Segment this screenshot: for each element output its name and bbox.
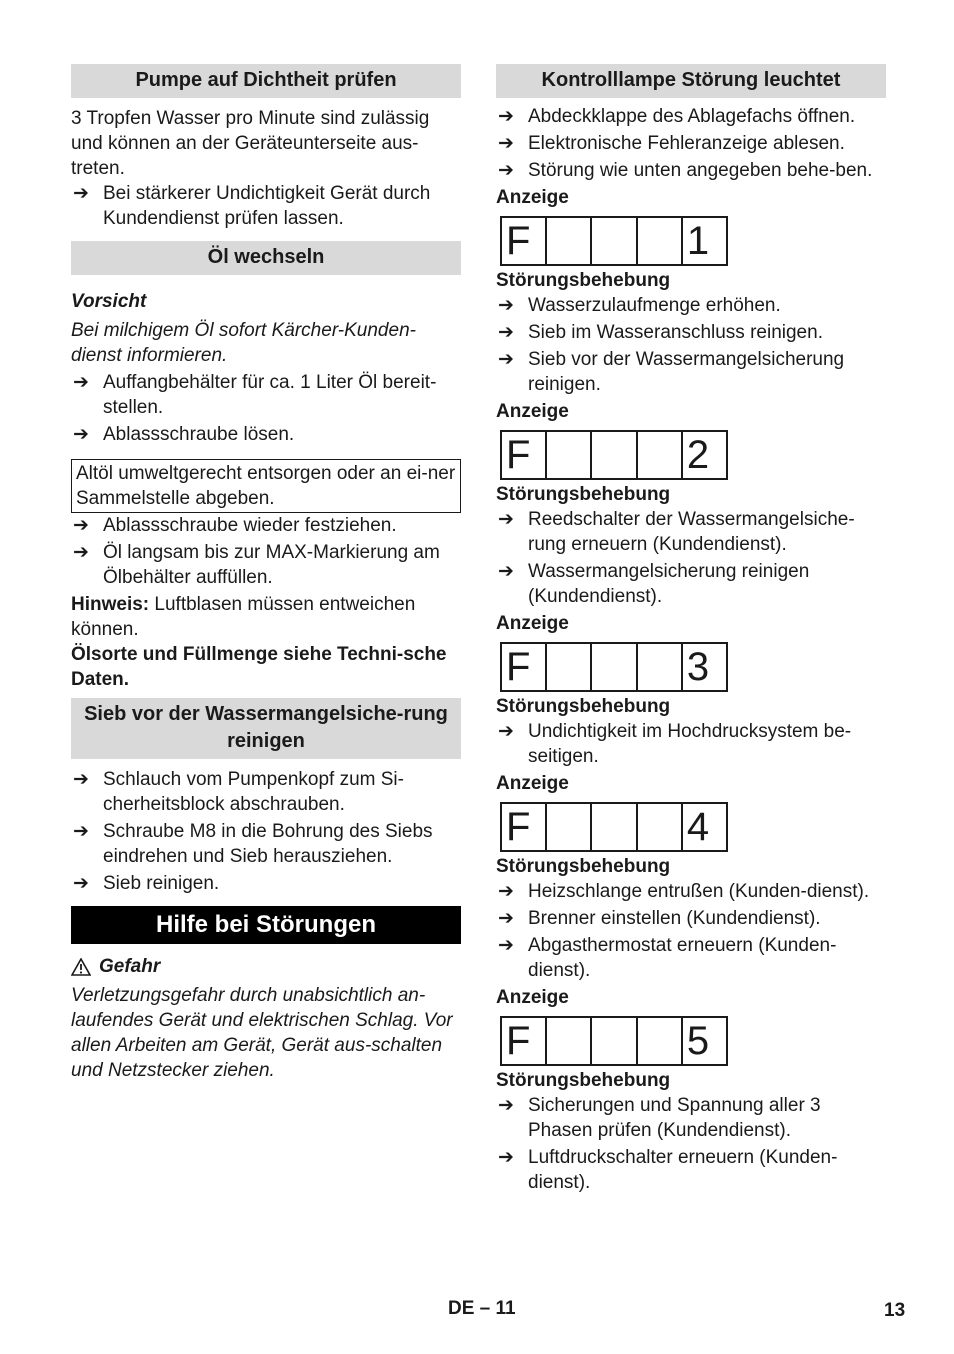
display-cell: F [506,805,531,849]
list-item-text: Sieb vor der Wassermangelsicherung reinigen. [528,349,845,395]
display-cell: 2 [681,432,726,478]
list-item [496,933,886,983]
arrow-right-icon: ➔ [498,1095,514,1116]
display-cell [590,804,635,850]
remedy-label: Störungsbehebung [496,696,671,717]
list-item-text: Abdeckklappe des Ablagefachs öffnen. [528,106,856,127]
section-header-lamp: Kontrolllampe Störung leuchtet [496,64,886,98]
display-cell: F [506,433,531,477]
fault-block [496,771,886,983]
footer-page-number: 13 [884,1300,906,1321]
display-cell [545,218,590,264]
remedy-steps-list [496,507,886,609]
error-code-display [500,642,728,692]
fault-block [496,985,886,1195]
footer-language-page: DE – 11 [448,1298,516,1319]
arrow-right-icon: ➔ [498,133,514,154]
display-cell: 3 [681,644,726,690]
list-item [71,422,461,447]
oil-steps-list-2 [71,513,461,590]
list-item [71,513,461,538]
hint-text: Luftblasen müssen entweichen können. [71,594,416,640]
display-cell: 1 [681,218,726,264]
list-item [496,347,886,397]
left-column [71,64,461,1083]
list-item [496,131,886,156]
sieve-steps-list [71,767,461,896]
list-item [71,819,461,869]
list-item-text: Elektronische Fehleranzeige ablesen. [528,133,845,154]
display-cell [590,1018,635,1064]
danger-heading [71,954,461,979]
list-item-text: Störung wie unten angegeben behe-ben. [528,160,873,181]
list-item [496,293,886,318]
remedy-steps-list [496,879,886,983]
display-cell [590,218,635,264]
list-item [496,158,886,183]
display-cell: F [506,645,531,689]
list-item-text: Heizschlange entrußen (Kunden-dienst). [528,881,870,902]
list-item [71,871,461,896]
list-item [71,540,461,590]
arrow-right-icon: ➔ [73,424,89,445]
remedy-steps-list [496,1093,886,1195]
display-label: Anzeige [496,401,569,422]
pump-step: ➔ Bei stärkerer Undichtigkeit Gerät durch Kundendienst prüfen lassen. [73,183,431,229]
remedy-label: Störungsbehebung [496,1070,671,1091]
warning-triangle-icon [71,958,91,976]
list-item-text: Schlauch vom Pumpenkopf zum Si-cherheitsblock abschrauben. [103,769,404,815]
display-cell [636,644,681,690]
arrow-right-icon: ➔ [498,106,514,127]
list-item-text: Sieb reinigen. [103,873,220,894]
display-cell [590,432,635,478]
display-cell [545,804,590,850]
arrow-right-icon: ➔ [498,881,514,902]
fault-block [496,611,886,769]
list-item-text: Sicherungen und Spannung aller 3 Phasen prüfen (Kundendienst). [528,1095,821,1141]
list-item-text: Abgasthermostat erneuern (Kunden-dienst). [528,935,837,981]
list-item-text: Sieb im Wasseranschluss reinigen. [528,322,823,343]
list-item-text: Schraube M8 in die Bohrung des Siebs eindrehen und Sieb herausziehen. [103,821,433,867]
list-item [496,559,886,609]
display-label: Anzeige [496,187,569,208]
lamp-steps-list [496,104,886,183]
display-cell [636,432,681,478]
fault-list [496,185,886,1195]
list-item-text: Öl langsam bis zur MAX-Markierung am Ölbehälter auffüllen. [103,542,440,588]
section-header-sieve: Sieb vor der Wassermangelsiche-rung reinigen [71,698,461,759]
fault-block [496,185,886,397]
oil-disposal-note: Altöl umweltgerecht entsorgen oder an ei-ner Sammelstelle abgeben. [71,459,461,513]
section-header-pump: Pumpe auf Dichtheit prüfen [71,64,461,98]
fault-block [496,399,886,609]
error-code-display [500,216,728,266]
arrow-right-icon: ➔ [73,769,89,790]
list-item [496,1093,886,1143]
arrow-right-icon: ➔ [498,721,514,742]
list-item [496,507,886,557]
display-cell: 4 [681,804,726,850]
section-header-help: Hilfe bei Störungen [71,906,461,944]
list-item-text: Ablassschraube wieder festziehen. [103,515,397,536]
caution-label: Vorsicht [71,291,147,312]
list-item [71,370,461,420]
arrow-right-icon: ➔ [498,935,514,956]
error-code-display [500,430,728,480]
display-label: Anzeige [496,613,569,634]
display-cell [636,218,681,264]
remedy-steps-list [496,293,886,397]
danger-label: Gefahr [99,956,161,977]
arrow-right-icon: ➔ [498,509,514,530]
list-item [496,320,886,345]
hint-paragraph [71,592,461,642]
arrow-right-icon: ➔ [498,908,514,929]
list-item [496,879,886,904]
display-cell: F [506,1019,531,1063]
display-label: Anzeige [496,773,569,794]
arrow-right-icon: ➔ [73,372,89,393]
remedy-label: Störungsbehebung [496,856,671,877]
display-cell [636,804,681,850]
list-item [496,719,886,769]
remedy-label: Störungsbehebung [496,270,671,291]
display-cell: 5 [681,1018,726,1064]
display-label: Anzeige [496,987,569,1008]
arrow-right-icon: ➔ [498,295,514,316]
arrow-right-icon: ➔ [73,515,89,536]
arrow-right-icon: ➔ [73,873,89,894]
arrow-right-icon: ➔ [73,542,89,563]
list-item [496,906,886,931]
list-item-text: Wasserzulaufmenge erhöhen. [528,295,781,316]
arrow-right-icon: ➔ [498,1147,514,1168]
display-cell [545,644,590,690]
list-item-text: Undichtigkeit im Hochdrucksystem be-seitigen. [528,721,852,767]
caution-text: Bei milchigem Öl sofort Kärcher-Kunden-dienst informieren. [71,320,416,366]
arrow-right-icon: ➔ [498,322,514,343]
oil-steps-list-1 [71,370,461,447]
remedy-steps-list [496,719,886,769]
list-item-text: Wassermangelsicherung reinigen (Kundendienst). [528,561,810,607]
pump-text: 3 Tropfen Wasser pro Minute sind zulässig und können an der Geräteunterseite aus-treten. [71,108,430,179]
display-cell [545,432,590,478]
arrow-right-icon: ➔ [498,561,514,582]
list-item-text: Ablassschraube lösen. [103,424,295,445]
error-code-display [500,1016,728,1066]
list-item [496,104,886,129]
arrow-right-icon: ➔ [73,183,89,204]
display-cell [590,644,635,690]
arrow-right-icon: ➔ [498,349,514,370]
danger-text: Verletzungsgefahr durch unabsichtlich an-laufendes Gerät und elektrischen Schlag. Vor allen Arbeiten am Gerät, Gerät aus-schalten und Netzstecker ziehen. [71,985,453,1081]
display-cell [545,1018,590,1064]
remedy-label: Störungsbehebung [496,484,671,505]
hint-label: Hinweis: [71,594,150,615]
list-item-text: Reedschalter der Wassermangelsiche-rung erneuern (Kundendienst). [528,509,855,555]
right-column [496,64,886,1195]
list-item [71,767,461,817]
list-item-text: Luftdruckschalter erneuern (Kunden-dienst). [528,1147,838,1193]
display-cell [636,1018,681,1064]
display-cell: F [506,219,531,263]
oil-type-note: Ölsorte und Füllmenge siehe Techni-sche Daten. [71,644,447,690]
list-item [496,1145,886,1195]
section-header-oil: Öl wechseln [71,241,461,275]
list-item-text: Auffangbehälter für ca. 1 Liter Öl bereit-stellen. [103,372,437,418]
arrow-right-icon: ➔ [498,160,514,181]
list-item-text: Brenner einstellen (Kundendienst). [528,908,821,929]
error-code-display [500,802,728,852]
arrow-right-icon: ➔ [73,821,89,842]
